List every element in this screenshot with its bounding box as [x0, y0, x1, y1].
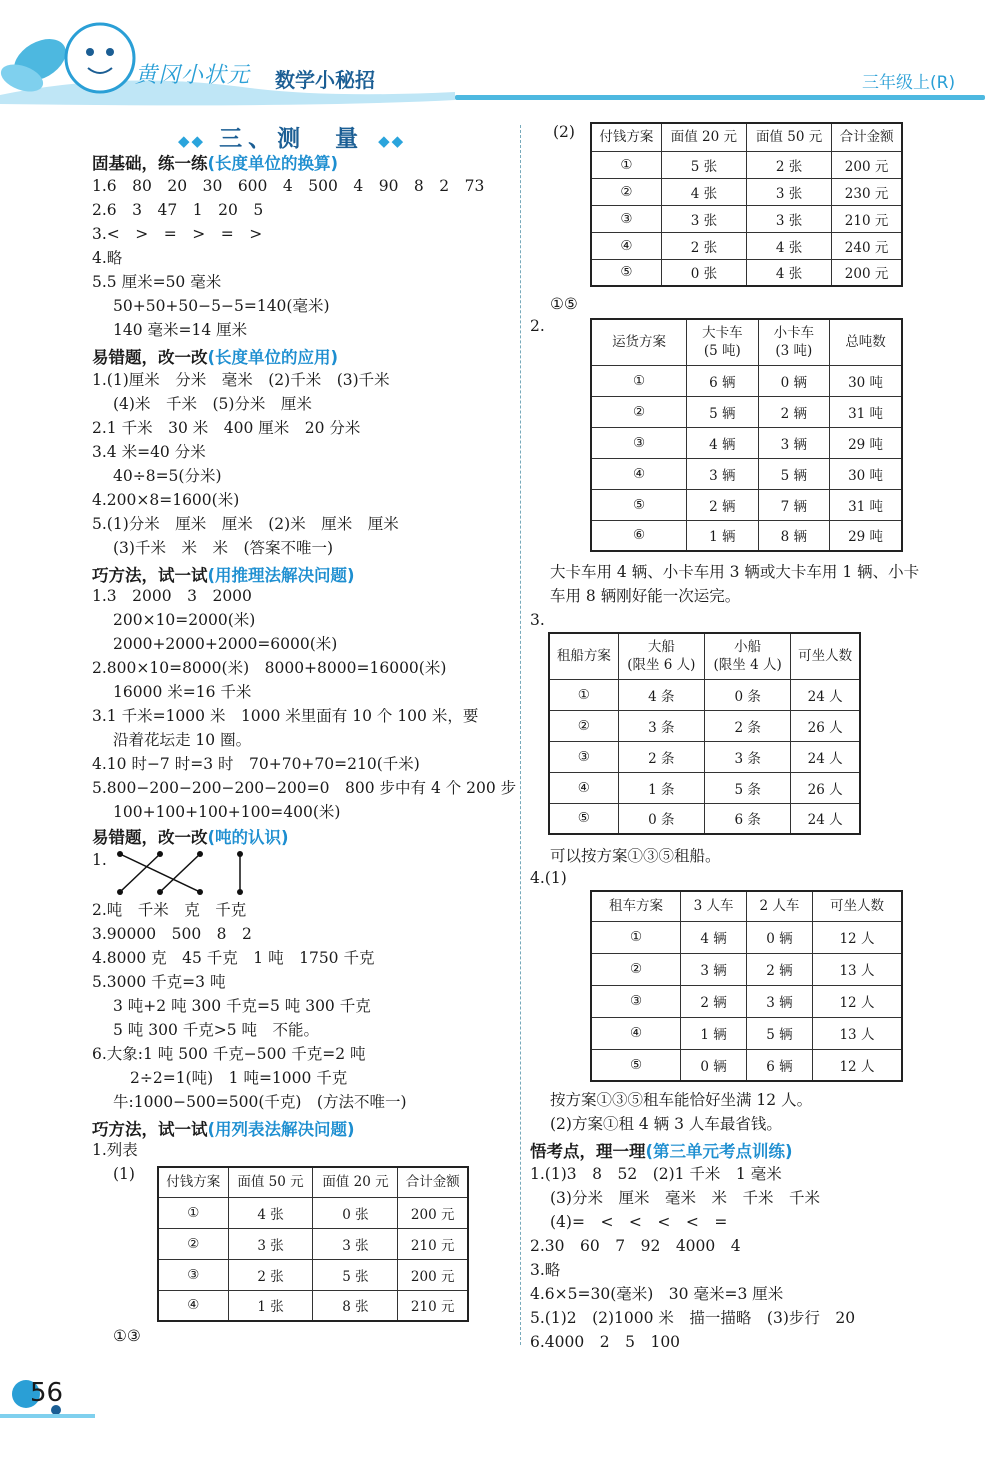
- answer-line: 200×10=2000(米): [113, 611, 256, 629]
- table-cell: ③: [591, 427, 687, 458]
- table-cell: 5 张: [313, 1259, 398, 1290]
- table-cell: 24 人: [791, 679, 860, 710]
- answer-line: 5.(1)2 (2)1000 米 描一描略 (3)步行 20: [530, 1309, 856, 1327]
- answer-line: (2): [553, 123, 575, 141]
- table-cell: 8 辆: [758, 520, 830, 551]
- column-divider: [520, 125, 521, 1345]
- table-cell: 1 张: [228, 1290, 313, 1321]
- table-cell: 3 张: [746, 178, 831, 205]
- table-cell: ④: [158, 1290, 228, 1321]
- table-cell: 2 辆: [758, 396, 830, 427]
- column-header: 3 人车: [681, 891, 747, 921]
- table-cell: 240 元: [832, 232, 902, 259]
- table-cell: 2 辆: [681, 985, 747, 1017]
- answer-line: 1.(1)3 8 52 (2)1 千米 1 毫米: [530, 1165, 782, 1183]
- column-header: 可坐人数: [791, 633, 860, 679]
- table-row: [549, 679, 860, 710]
- car-table: [590, 890, 903, 1082]
- table-cell: 31 吨: [830, 396, 902, 427]
- table-cell: 3 辆: [681, 953, 747, 985]
- section-heading: [92, 1116, 355, 1140]
- table-row: [591, 151, 902, 178]
- answer-line: (4)米 千米 (5)分米 厘米: [113, 395, 312, 413]
- answer-line: 4.6×5=30(毫米) 30 毫米=3 厘米: [530, 1285, 784, 1303]
- table-cell: 3 张: [746, 205, 831, 232]
- column-header: 面值 50 元: [228, 1167, 313, 1197]
- book-subtitle: 数学小秘招: [275, 68, 375, 92]
- table-row: [591, 489, 902, 520]
- table-cell: 200 元: [398, 1197, 468, 1228]
- section-heading: [92, 150, 338, 174]
- answer-line: 按方案①③⑤租车能恰好坐满 12 人。: [550, 1091, 813, 1109]
- table-header-row: [591, 123, 902, 151]
- answer-line: 2.: [530, 317, 545, 335]
- table-cell: ④: [549, 772, 618, 803]
- table-cell: 29 吨: [830, 427, 902, 458]
- table-cell: ⑤: [549, 803, 618, 834]
- answer-line: 3 吨+2 吨 300 千克=5 吨 300 千克: [113, 997, 371, 1015]
- column-header: 运货方案: [591, 319, 687, 365]
- answer-line: 6.4000 2 5 100: [530, 1333, 681, 1351]
- section-heading: [92, 562, 355, 586]
- table-cell: 4 张: [746, 232, 831, 259]
- column-header: 付钱方案: [591, 123, 661, 151]
- truck-table: [590, 318, 903, 552]
- table-cell: ③: [158, 1259, 228, 1290]
- answer-line: 4.(1): [530, 869, 567, 887]
- table-cell: 0 辆: [758, 365, 830, 396]
- table-cell: ⑥: [591, 520, 687, 551]
- column-header: 面值 20 元: [313, 1167, 398, 1197]
- answer-line: 4.8000 克 45 千克 1 吨 1750 千克: [92, 949, 375, 967]
- table-cell: 230 元: [832, 178, 902, 205]
- table-row: [591, 953, 902, 985]
- page-number: 56: [30, 1378, 64, 1408]
- answer-line: 大卡车用 4 辆、小卡车用 3 辆或大卡车用 1 辆、小卡: [550, 563, 920, 581]
- column-header: 大船 (限坐 6 人): [618, 633, 704, 679]
- table-cell: 3 张: [313, 1228, 398, 1259]
- grade-label: 三年级上(R): [862, 73, 956, 93]
- table-cell: 12 人: [812, 985, 902, 1017]
- section-heading: [530, 1138, 793, 1162]
- table-cell: 2 辆: [687, 489, 759, 520]
- table-cell: ①: [591, 151, 661, 178]
- table-cell: 210 元: [398, 1228, 468, 1259]
- column-header: 付钱方案: [158, 1167, 228, 1197]
- answer-line: 5.5 厘米=50 毫米: [92, 273, 222, 291]
- answer-line: 可以按方案①③⑤租船。: [550, 847, 721, 865]
- table-cell: 0 辆: [681, 1049, 747, 1081]
- column-header: 合计金额: [398, 1167, 468, 1197]
- answer-line: (3)分米 厘米 毫米 米 千米 千米: [550, 1189, 820, 1207]
- table-row: [158, 1290, 468, 1321]
- table-row: [591, 365, 902, 396]
- table-row: [549, 803, 860, 834]
- table-cell: 3 条: [618, 710, 704, 741]
- table-cell: ②: [591, 396, 687, 427]
- table-cell: 200 元: [832, 151, 902, 178]
- table-cell: 0 条: [704, 679, 790, 710]
- table-row: [591, 985, 902, 1017]
- table-cell: 26 人: [791, 772, 860, 803]
- chapter-title-text: 三、测 量: [219, 126, 365, 152]
- answer-line: 4.略: [92, 249, 123, 267]
- answer-line: 16000 米=16 千米: [113, 683, 252, 701]
- answer-line: 1.6 80 20 30 600 4 500 4 90 8 2 73: [92, 177, 485, 195]
- answer-line: 5.800−200−200−200−200=0 800 步中有 4 个 200 步: [92, 779, 517, 797]
- table-cell: 4 辆: [681, 921, 747, 953]
- table-cell: ④: [591, 232, 661, 259]
- table-cell: 3 辆: [687, 458, 759, 489]
- section-topic: (用列表法解决问题): [207, 1120, 355, 1139]
- table-row: [591, 178, 902, 205]
- table-cell: 2 张: [661, 232, 746, 259]
- answer-line: 3.< > = > = >: [92, 225, 263, 243]
- answer-line: 6.大象:1 吨 500 千克−500 千克=2 吨: [92, 1045, 366, 1063]
- matching-lines-figure: [110, 848, 250, 898]
- table-row: [591, 232, 902, 259]
- answer-line: 3.略: [530, 1261, 561, 1279]
- table-header-row: [591, 319, 902, 365]
- table-cell: 210 元: [832, 205, 902, 232]
- chapter-title: [178, 120, 405, 153]
- table-cell: ②: [158, 1228, 228, 1259]
- section-topic: (长度单位的换算): [207, 154, 339, 173]
- table-cell: 4 辆: [687, 427, 759, 458]
- table-cell: 2 条: [704, 710, 790, 741]
- table-row: [591, 396, 902, 427]
- table-cell: ⑤: [591, 259, 661, 286]
- column-header: 小船 (限坐 4 人): [704, 633, 790, 679]
- table-cell: 4 条: [618, 679, 704, 710]
- answer-line: 沿着花坛走 10 圈。: [113, 731, 252, 749]
- section-heading-text: 巧方法，试一试: [92, 1120, 208, 1139]
- answer-line: 50+50+50−5−5=140(毫米): [113, 297, 330, 315]
- table-cell: 3 辆: [758, 427, 830, 458]
- answer-line: 5 吨 300 千克>5 吨 不能。: [113, 1021, 320, 1039]
- table-cell: 1 条: [618, 772, 704, 803]
- column-header: 合计金额: [832, 123, 902, 151]
- answer-line: 100+100+100+100=400(米): [113, 803, 341, 821]
- table-cell: 13 人: [812, 953, 902, 985]
- section-topic: (长度单位的应用): [207, 348, 339, 367]
- column-header: 租车方案: [591, 891, 681, 921]
- table-cell: 2 张: [228, 1259, 313, 1290]
- section-heading: [92, 344, 338, 368]
- answer-line: 4.10 时−7 时=3 时 70+70+70=210(千米): [92, 755, 420, 773]
- table-cell: 12 人: [812, 921, 902, 953]
- table-row: [158, 1228, 468, 1259]
- header-rule: [455, 95, 985, 100]
- answer-line: 车用 8 辆刚好能一次运完。: [550, 587, 741, 605]
- answer-line: 牛:1000−500=500(千克) (方法不唯一): [113, 1093, 407, 1111]
- table-cell: 24 人: [791, 803, 860, 834]
- answer-line: 1.列表: [92, 1141, 138, 1159]
- table-cell: ①: [549, 679, 618, 710]
- table-row: [158, 1197, 468, 1228]
- answer-line: ①⑤: [550, 295, 578, 313]
- table-cell: ③: [591, 205, 661, 232]
- column-header: 总吨数: [830, 319, 902, 365]
- section-topic: (用推理法解决问题): [207, 566, 355, 585]
- table-header-row: [591, 891, 902, 921]
- table-cell: 4 张: [661, 178, 746, 205]
- section-heading-text: 巧方法，试一试: [92, 566, 208, 585]
- table-cell: 2 张: [746, 151, 831, 178]
- table-cell: ③: [591, 985, 681, 1017]
- column-header: 面值 50 元: [746, 123, 831, 151]
- table-cell: 2 辆: [746, 953, 812, 985]
- table-cell: ①: [591, 921, 681, 953]
- table-cell: 210 元: [398, 1290, 468, 1321]
- table-cell: 5 张: [661, 151, 746, 178]
- answer-line: 2÷2=1(吨) 1 吨=1000 千克: [130, 1069, 348, 1087]
- table-cell: ③: [549, 741, 618, 772]
- brand-name: 黄冈小状元: [135, 63, 251, 88]
- answer-line: (2)方案①租 4 辆 3 人车最省钱。: [550, 1115, 782, 1133]
- table-cell: ②: [591, 953, 681, 985]
- header-decoration: [0, 0, 1000, 110]
- table-cell: 5 辆: [746, 1017, 812, 1049]
- table-cell: 6 辆: [687, 365, 759, 396]
- table-row: [591, 921, 902, 953]
- diamond-icon: ◆◆: [178, 132, 206, 150]
- table-cell: 3 张: [228, 1228, 313, 1259]
- table-cell: 29 吨: [830, 520, 902, 551]
- table-cell: 200 元: [398, 1259, 468, 1290]
- table-cell: 3 张: [661, 205, 746, 232]
- answer-line: 140 毫米=14 厘米: [113, 321, 248, 339]
- column-header: 小卡车 (3 吨): [758, 319, 830, 365]
- answer-line: 3.1 千米=1000 米 1000 米里面有 10 个 100 米，要: [92, 707, 479, 725]
- section-topic: (第三单元考点训练): [645, 1142, 793, 1161]
- boat-table: [548, 632, 861, 835]
- table-cell: 4 张: [746, 259, 831, 286]
- table-row: [549, 741, 860, 772]
- table-row: [549, 710, 860, 741]
- table-cell: 26 人: [791, 710, 860, 741]
- payment-table-2: [590, 122, 903, 287]
- table-cell: ②: [549, 710, 618, 741]
- table-cell: 31 吨: [830, 489, 902, 520]
- table-cell: 1 辆: [687, 520, 759, 551]
- answer-line: (4)= < < < < =: [550, 1213, 728, 1231]
- table-cell: 0 张: [313, 1197, 398, 1228]
- table-cell: 0 张: [661, 259, 746, 286]
- answer-line: (3)千米 米 米 (答案不唯一): [113, 539, 334, 557]
- answer-line: 2.吨 千米 克 千克: [92, 901, 247, 919]
- answer-line: 1.: [92, 851, 107, 869]
- answer-line: 1.(1)厘米 分米 毫米 (2)千米 (3)千米: [92, 371, 390, 389]
- section-heading-text: 悟考点，理一理: [530, 1142, 646, 1161]
- answer-line: 2.30 60 7 92 4000 4: [530, 1237, 741, 1255]
- column-header: 2 人车: [746, 891, 812, 921]
- table-row: [591, 1049, 902, 1081]
- table-cell: 6 辆: [746, 1049, 812, 1081]
- answer-line: 4.200×8=1600(米): [92, 491, 240, 509]
- table-cell: 5 辆: [758, 458, 830, 489]
- table-cell: ④: [591, 1017, 681, 1049]
- table-row: [591, 427, 902, 458]
- column-header: 可坐人数: [812, 891, 902, 921]
- table-row: [591, 520, 902, 551]
- answer-line: 1.3 2000 3 2000: [92, 587, 252, 605]
- table-cell: 3 条: [704, 741, 790, 772]
- table-cell: 24 人: [791, 741, 860, 772]
- table-row: [591, 205, 902, 232]
- table-cell: 5 辆: [687, 396, 759, 427]
- table-cell: 30 吨: [830, 458, 902, 489]
- table-cell: 4 张: [228, 1197, 313, 1228]
- answer-line: 3.4 米=40 分米: [92, 443, 206, 461]
- table-cell: 200 元: [832, 259, 902, 286]
- table-row: [591, 458, 902, 489]
- column-header: 大卡车 (5 吨): [687, 319, 759, 365]
- section-heading-text: 固基础，练一练: [92, 154, 208, 173]
- table-cell: 7 辆: [758, 489, 830, 520]
- table-cell: 13 人: [812, 1017, 902, 1049]
- answer-line: 2.800×10=8000(米) 8000+8000=16000(米): [92, 659, 447, 677]
- diamond-icon: ◆◆: [378, 132, 406, 150]
- table-row: [591, 259, 902, 286]
- table-cell: 6 条: [704, 803, 790, 834]
- answer-line: ①③: [113, 1327, 141, 1345]
- table-cell: ⑤: [591, 489, 687, 520]
- table-row: [591, 1017, 902, 1049]
- answer-line: 3.90000 500 8 2: [92, 925, 252, 943]
- table-cell: ⑤: [591, 1049, 681, 1081]
- table-cell: 30 吨: [830, 365, 902, 396]
- table-row: [158, 1259, 468, 1290]
- answer-line: 2000+2000+2000=6000(米): [113, 635, 338, 653]
- table-cell: 3 辆: [746, 985, 812, 1017]
- table-row: [549, 772, 860, 803]
- table-cell: 8 张: [313, 1290, 398, 1321]
- table-cell: 12 人: [812, 1049, 902, 1081]
- section-heading-text: 易错题，改一改: [92, 828, 208, 847]
- section-heading-text: 易错题，改一改: [92, 348, 208, 367]
- answer-line: 2.6 3 47 1 20 5: [92, 201, 264, 219]
- table-cell: ②: [591, 178, 661, 205]
- table-cell: ①: [158, 1197, 228, 1228]
- answer-line: (1): [113, 1165, 135, 1183]
- table-cell: 0 辆: [746, 921, 812, 953]
- payment-table-1: [157, 1166, 469, 1322]
- table-cell: 0 条: [618, 803, 704, 834]
- answer-line: 5.3000 千克=3 吨: [92, 973, 226, 991]
- table-cell: 1 辆: [681, 1017, 747, 1049]
- answer-line: 2.1 千米 30 米 400 厘米 20 分米: [92, 419, 361, 437]
- table-cell: 5 条: [704, 772, 790, 803]
- section-heading: [92, 824, 289, 848]
- answer-line: 40÷8=5(分米): [113, 467, 222, 485]
- table-header-row: [158, 1167, 468, 1197]
- table-cell: ④: [591, 458, 687, 489]
- table-header-row: [549, 633, 860, 679]
- section-topic: (吨的认识): [207, 828, 289, 847]
- column-header: 面值 20 元: [661, 123, 746, 151]
- table-cell: 2 条: [618, 741, 704, 772]
- table-cell: ①: [591, 365, 687, 396]
- answer-line: 3.: [530, 611, 545, 629]
- column-header: 租船方案: [549, 633, 618, 679]
- answer-line: 5.(1)分米 厘米 厘米 (2)米 厘米 厘米: [92, 515, 399, 533]
